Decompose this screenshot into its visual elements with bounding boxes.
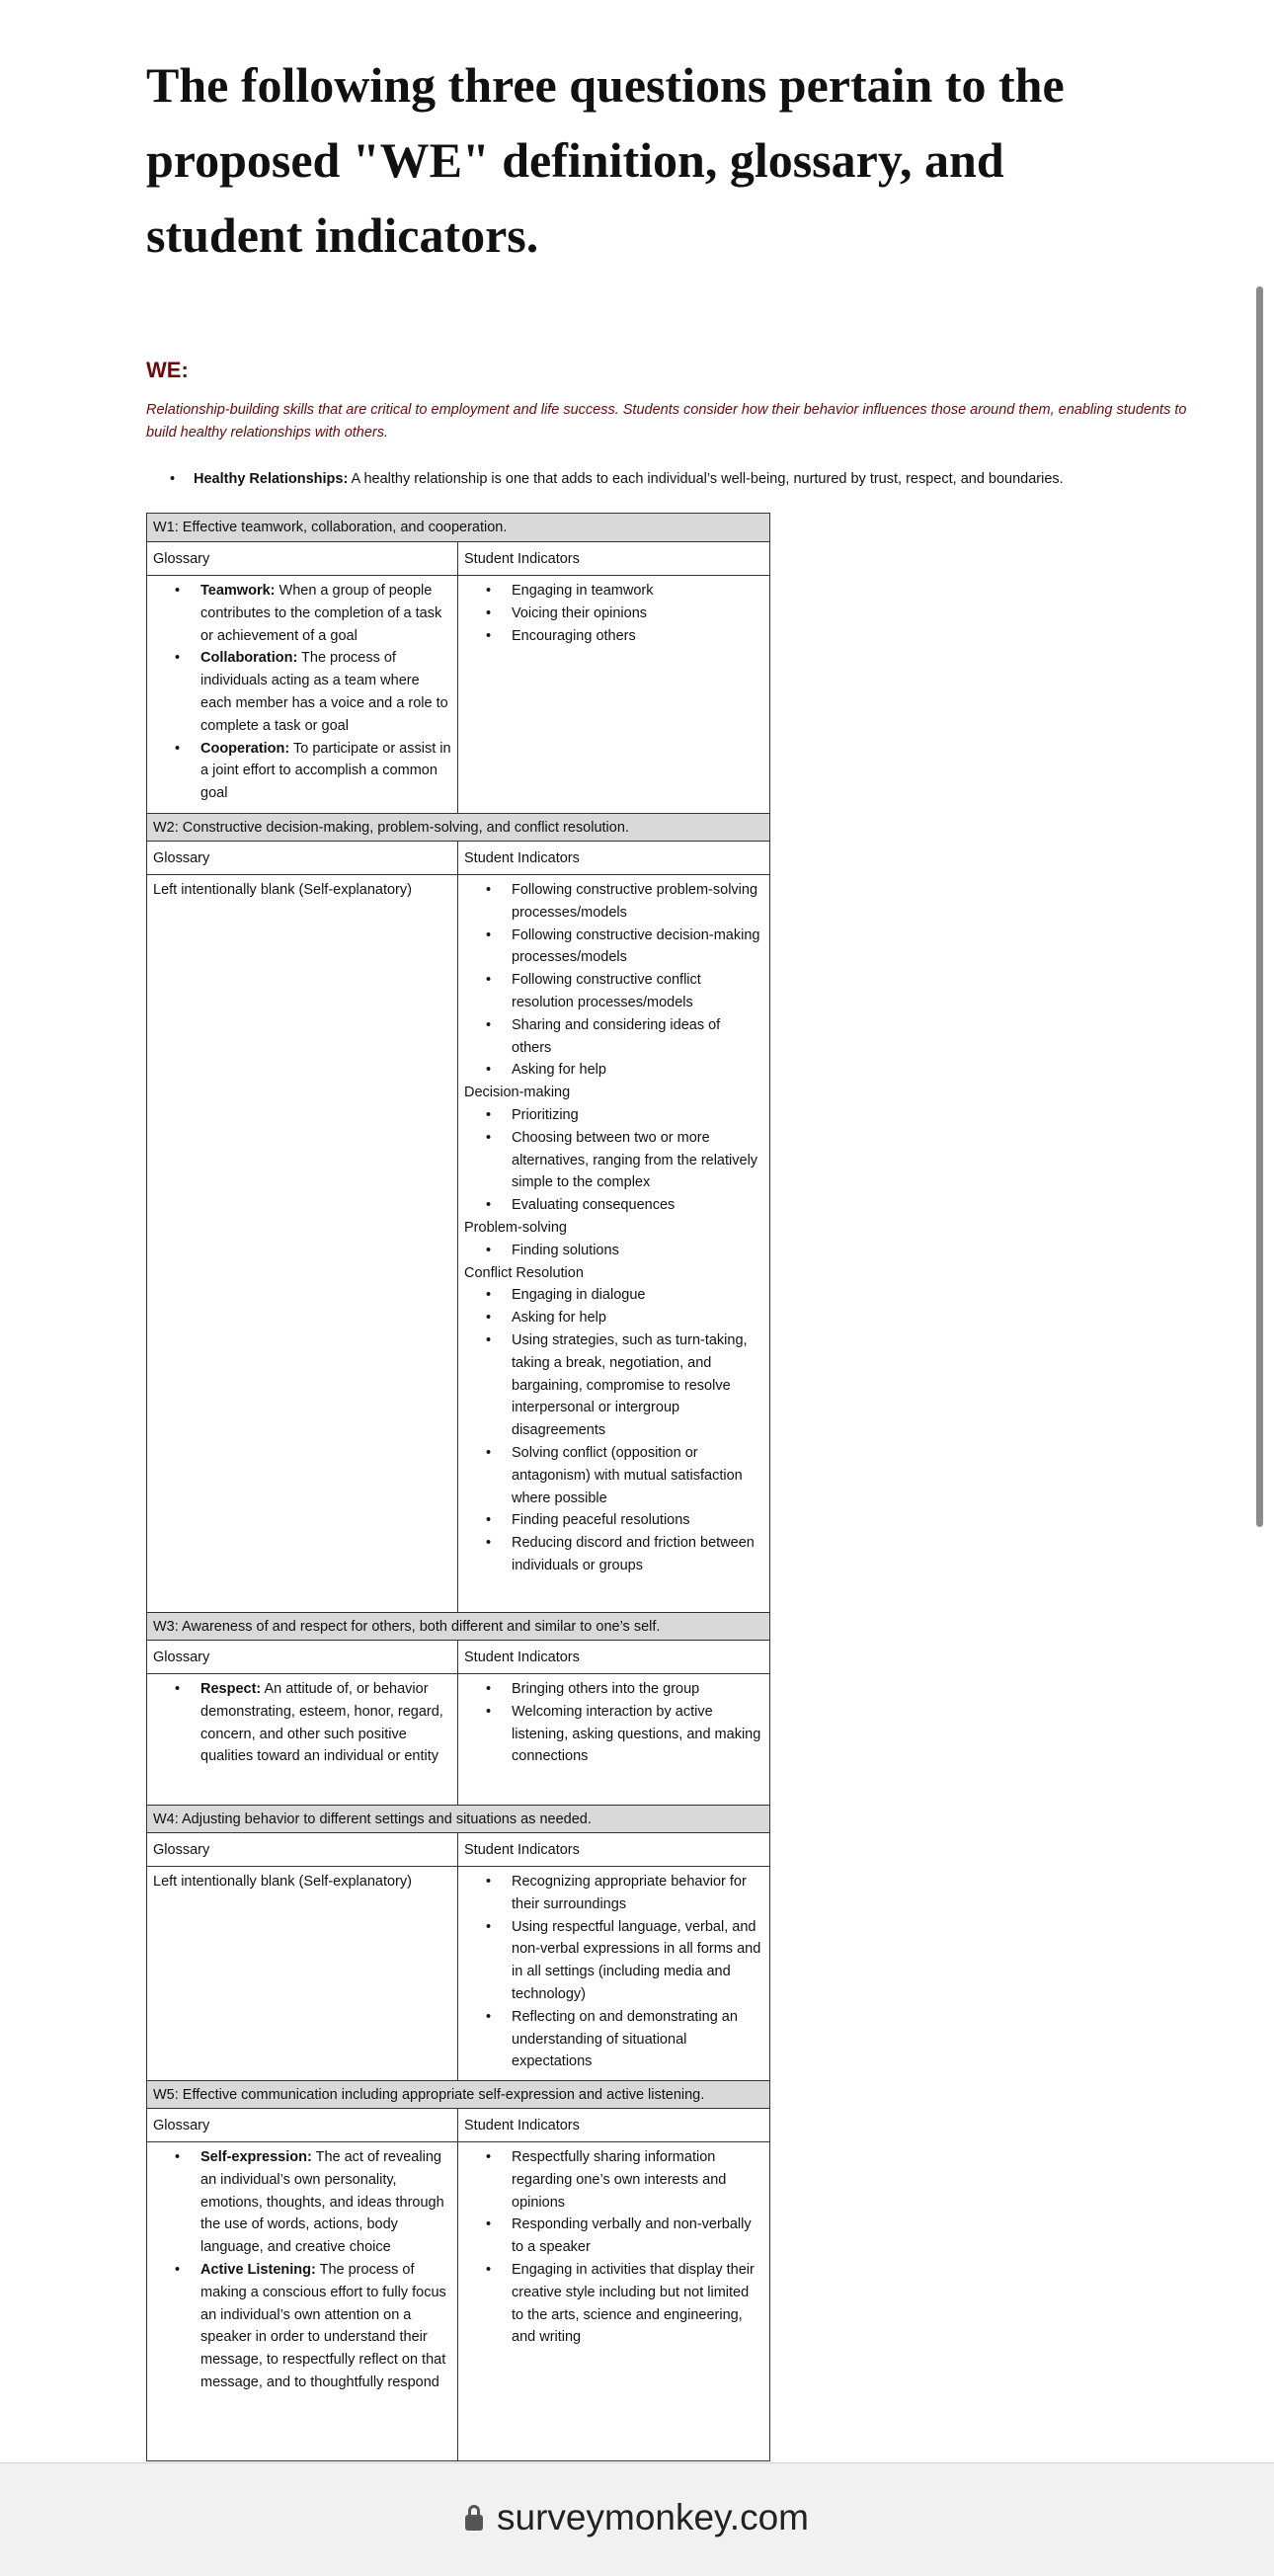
indicators-cell (458, 1674, 769, 1805)
we-definition: Relationship-building skills that are critical to employment and life success. Students consider how their behavior influences those around them, enabling students to build healthy relationships with others. (146, 402, 1187, 441)
indicator-item: • Engaging in teamwork (464, 580, 763, 603)
glossary-note: Left intentionally blank (Self-explanatory) (153, 1874, 412, 1890)
indicator-item: • Sharing and considering ideas of others (464, 1014, 763, 1060)
glossary-term: Teamwork: (200, 583, 276, 599)
indicators-header: Student Indicators (458, 1833, 769, 1867)
page-heading: The following three questions pertain to the proposed "WE" definition, glossary, and student indicators. (146, 57, 1065, 263)
section-title: W3: Awareness of and respect for others, both different and similar to one’s self. (147, 1612, 769, 1641)
glossary-item (153, 2146, 451, 2259)
glossary-definition: The process of making a conscious effort to fully focus an individual’s own attention on a speaker in order to understand their message, to respectfully reflect on that message, and to thoughtfully respond (200, 2261, 446, 2390)
section-w2 (147, 813, 769, 1612)
glossary-item (153, 580, 451, 647)
lock-icon (465, 2505, 483, 2531)
indicator-item: • Using strategies, such as turn-taking, taking a break, negotiation, and bargaining, compromise to resolve interpersonal or intergroup disagreements (464, 1329, 763, 1442)
glossary-term: Respect: (200, 1681, 262, 1697)
page-scrollbar[interactable] (1256, 286, 1263, 1527)
we-standards-table (146, 513, 770, 2461)
glossary-term: Cooperation: (200, 740, 290, 757)
indicator-item: • Asking for help (464, 1307, 763, 1329)
indicator-item: • Using respectful language, verbal, and non-verbal expressions in all forms and in all settings (including media and technology) (464, 1916, 763, 2006)
indicators-cell (458, 875, 769, 1612)
glossary-cell (147, 576, 458, 813)
bullet-icon: • (170, 471, 176, 487)
section-title: W5: Effective communication including appropriate self-expression and active listening. (147, 2080, 769, 2109)
indicators-cell (458, 576, 769, 813)
section-w5 (147, 2080, 769, 2460)
subheading-decision-making: Decision-making (464, 1085, 571, 1101)
glossary-header: Glossary (147, 842, 458, 875)
healthy-relationships-term: Healthy Relationships: (194, 471, 349, 487)
section-title: W4: Adjusting behavior to different settings and situations as needed. (147, 1805, 769, 1833)
indicator-item: • Responding verbally and non-verbally to a speaker (464, 2214, 763, 2259)
glossary-cell (147, 1867, 458, 2080)
glossary-cell (147, 2142, 458, 2460)
glossary-note: Left intentionally blank (Self-explanatory) (153, 882, 412, 898)
glossary-item (153, 2259, 451, 2394)
healthy-relationships-text: A healthy relationship is one that adds to each individual’s well-being, nurtured by trust, respect, and boundaries. (348, 471, 1064, 487)
glossary-cell (147, 1674, 458, 1805)
glossary-term: Collaboration: (200, 650, 298, 667)
indicator-item: • Voicing their opinions (464, 603, 763, 625)
glossary-definition: To participate or assist in a joint effort to accomplish a common goal (200, 740, 451, 802)
subheading-conflict-resolution: Conflict Resolution (464, 1264, 584, 1281)
indicators-cell (458, 1867, 769, 2080)
glossary-definition: An attitude of, or behavior demonstrating, esteem, honor, regard, concern, and other such positive qualities toward an individual or entity (200, 1681, 443, 1765)
glossary-header: Glossary (147, 1641, 458, 1674)
glossary-definition: The act of revealing an individual’s own personality, emotions, thoughts, and ideas through the use of words, actions, body language, and creative choice (200, 2149, 444, 2256)
indicator-item: • Finding solutions (464, 1240, 763, 1262)
indicators-header: Student Indicators (458, 2109, 769, 2142)
glossary-cell (147, 875, 458, 1612)
indicators-header: Student Indicators (458, 1641, 769, 1674)
indicator-item: • Following constructive conflict resolution processes/models (464, 969, 763, 1014)
indicator-item: • Reducing discord and friction between individuals or groups (464, 1532, 763, 1577)
indicator-item: • Prioritizing (464, 1104, 763, 1127)
indicators-header: Student Indicators (458, 842, 769, 875)
glossary-term: Self-expression: (200, 2149, 312, 2165)
indicators-header: Student Indicators (458, 542, 769, 576)
browser-address-bar[interactable] (0, 2462, 1274, 2576)
indicator-item: • Welcoming interaction by active listening, asking questions, and making connections (464, 1701, 763, 1768)
glossary-definition: When a group of people contributes to the completion of a task or achievement of a goal (200, 583, 442, 644)
indicator-item: • Bringing others into the group (464, 1678, 763, 1701)
subheading-problem-solving: Problem-solving (464, 1219, 567, 1236)
section-title: W1: Effective teamwork, collaboration, and cooperation. (147, 514, 769, 542)
site-url[interactable]: surveymonkey.com (497, 2497, 809, 2537)
section-w3 (147, 1612, 769, 1805)
glossary-header: Glossary (147, 1833, 458, 1867)
indicator-item: • Solving conflict (opposition or antagonism) with mutual satisfaction where possible (464, 1442, 763, 1509)
section-w1 (147, 514, 769, 813)
indicator-item: • Asking for help (464, 1059, 763, 1082)
indicators-cell (458, 2142, 769, 2460)
glossary-definition: The process of individuals acting as a team where each member has a voice and a role to complete a task or goal (200, 650, 448, 734)
indicator-item: • Following constructive decision-making processes/models (464, 925, 763, 970)
indicator-item: • Engaging in dialogue (464, 1284, 763, 1307)
glossary-header: Glossary (147, 2109, 458, 2142)
glossary-item (153, 1678, 451, 1768)
indicator-item: • Finding peaceful resolutions (464, 1509, 763, 1532)
indicator-item: • Following constructive problem-solving processes/models (464, 879, 763, 925)
indicator-item: • Reflecting on and demonstrating an understanding of situational expectations (464, 2006, 763, 2073)
indicator-item: • Choosing between two or more alternatives, ranging from the relatively simple to the complex (464, 1127, 763, 1194)
indicator-item: • Recognizing appropriate behavior for their surroundings (464, 1871, 763, 1916)
indicator-item: • Engaging in activities that display their creative style including but not limited to the arts, science and engineering, and writing (464, 2259, 763, 2349)
glossary-term: Active Listening: (200, 2261, 316, 2278)
section-title: W2: Constructive decision-making, problem-solving, and conflict resolution. (147, 813, 769, 842)
indicator-item: • Encouraging others (464, 625, 763, 648)
indicator-item: • Respectfully sharing information regarding one’s own interests and opinions (464, 2146, 763, 2214)
glossary-item (153, 738, 451, 805)
glossary-item (153, 647, 451, 737)
indicator-item: • Evaluating consequences (464, 1194, 763, 1217)
section-w4 (147, 1805, 769, 2080)
glossary-header: Glossary (147, 542, 458, 576)
we-title: WE: (146, 358, 189, 382)
